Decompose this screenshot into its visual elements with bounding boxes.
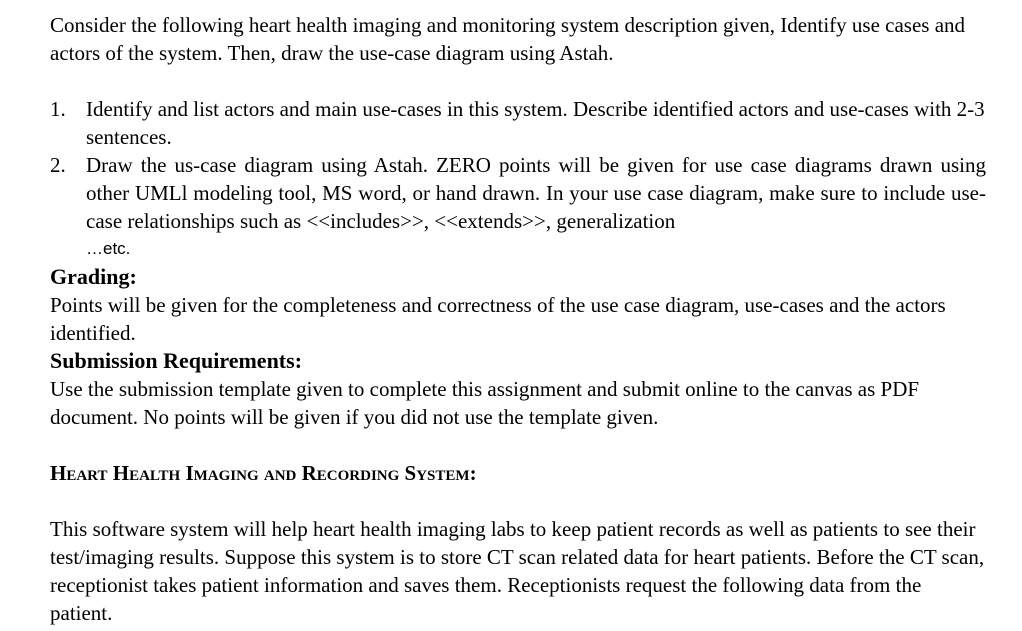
task-number-1: 1. xyxy=(50,97,66,121)
document-page xyxy=(50,11,986,627)
task-text-1: Identify and list actors and main use-cases in this system. Describe identified actors and use-cases with 2-3 sentences. xyxy=(86,97,985,149)
submission-text: Use the submission template given to complete this assignment and submit online to the canvas as PDF document. No points will be given if you did not use the template given. xyxy=(50,377,920,429)
grading-text: Points will be given for the completeness and correctness of the use case diagram, use-cases and the actors identified. xyxy=(50,293,946,345)
intro-paragraph: Consider the following heart health imaging and monitoring system description given, Identify use cases and actors of the system. Then, draw the use-case diagram using Astah. xyxy=(50,13,966,65)
task-text-2: Draw the us-case diagram using Astah. ZERO points will be given for use case diagrams drawn using other UMLl modeling tool, MS word, or hand drawn. In your use case diagram, make sure to include use-case relationships such as <<includes>>, <<extends>>, generalization xyxy=(86,153,986,233)
task-number-2: 2. xyxy=(50,153,66,177)
submission-heading: Submission Requirements: xyxy=(50,348,303,373)
grading-heading: Grading: xyxy=(50,264,137,289)
task-etc: …etc. xyxy=(86,239,131,258)
task-item-2 xyxy=(50,151,986,263)
task-item-1 xyxy=(50,95,986,151)
task-list xyxy=(50,95,986,263)
system-title: Heart Health Imaging and Recording System: xyxy=(50,461,477,485)
system-description: This software system will help heart health imaging labs to keep patient records as well as patients to see their test/imaging results. Suppose this system is to store CT scan related data for heart patients. Before the CT scan, receptionist takes patient information and saves them. Receptionists request the following data from the patient. xyxy=(50,517,985,625)
